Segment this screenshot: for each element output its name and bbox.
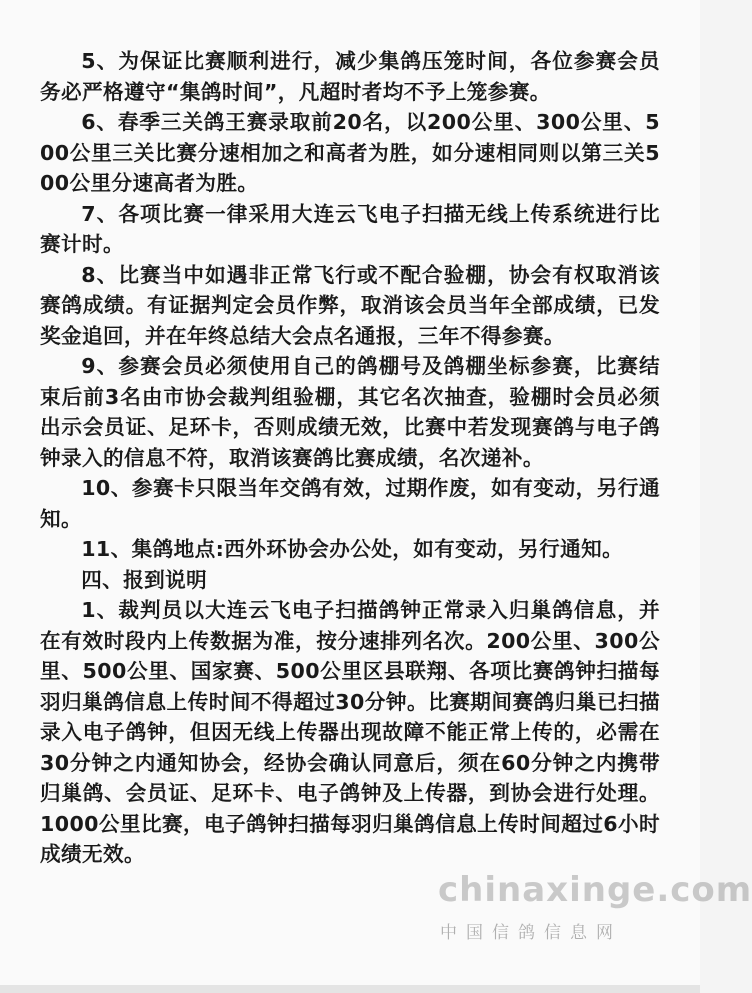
section-heading: 四、报到说明 <box>81 567 208 592</box>
rule-8-paragraph: 8、比赛当中如遇非正常飞行或不配合验棚，协会有权取消该赛鸽成绩。有证据判定会员作弊，取消该会员当年全部成绩，已发奖金追回，并在年终总结大会点名通报，三年不得参赛。 <box>40 262 660 348</box>
rule-9-paragraph: 9、参赛会员必须使用自己的鸽棚号及鸽棚坐标参赛，比赛结束后前3名由市协会裁判组验棚，其它名次抽查，验棚时会员必须出示会员证、足环卡，否则成绩无效，比赛中若发现赛鸽与电子鸽钟录入的信息不符，取消该赛鸽比赛成绩，名次递补。 <box>40 354 660 470</box>
report-rule-1-paragraph: 1、裁判员以大连云飞电子扫描鸽钟正常录入归巢鸽信息，并在有效时段内上传数据为准，按分速排列名次。200公里、300公里、500公里、国家赛、500公里区县联翔、各项比赛鸽钟扫描每羽归巢鸽信息上传时间不得超过30分钟。比赛期间赛鸽归巢已扫描录入电子鸽钟，但因无线上传器出现故障不能正常上传的，必需在30分钟之内通知协会，经协会确认同意后，须在60分钟之内携带归巢鸽、会员证、足环卡、电子鸽钟及上传器，到协会进行处理。1000公里比赛，电子鸽钟扫描每羽归巢鸽信息上传时间超过6小时成绩无效。 <box>40 598 660 866</box>
rule-6-paragraph: 6、春季三关鸽王赛录取前20名，以200公里、300公里、500公里三关比赛分速相加之和高者为胜，如分速相同则以第三关500公里分速高者为胜。 <box>40 110 660 195</box>
rule-10-paragraph: 10、参赛卡只限当年交鸽有效，过期作废，如有变动，另行通知。 <box>40 476 660 531</box>
page-bottom-edge <box>0 985 700 993</box>
rule-7-paragraph: 7、各项比赛一律采用大连云飞电子扫描无线上传系统进行比赛计时。 <box>40 201 660 256</box>
document-body <box>40 46 660 870</box>
site-watermark-chinese: 中国信鸽信息网 <box>440 923 622 943</box>
site-watermark: chinaxinge.com <box>438 870 752 910</box>
rule-5-paragraph: 5、为保证比赛顺利进行，减少集鸽压笼时间，各位参赛会员务必严格遵守“集鸽时间”，凡超时者均不予上笼参赛。 <box>40 49 660 104</box>
rule-11-paragraph: 11、集鸽地点:西外环协会办公处，如有变动，另行通知。 <box>81 537 624 561</box>
